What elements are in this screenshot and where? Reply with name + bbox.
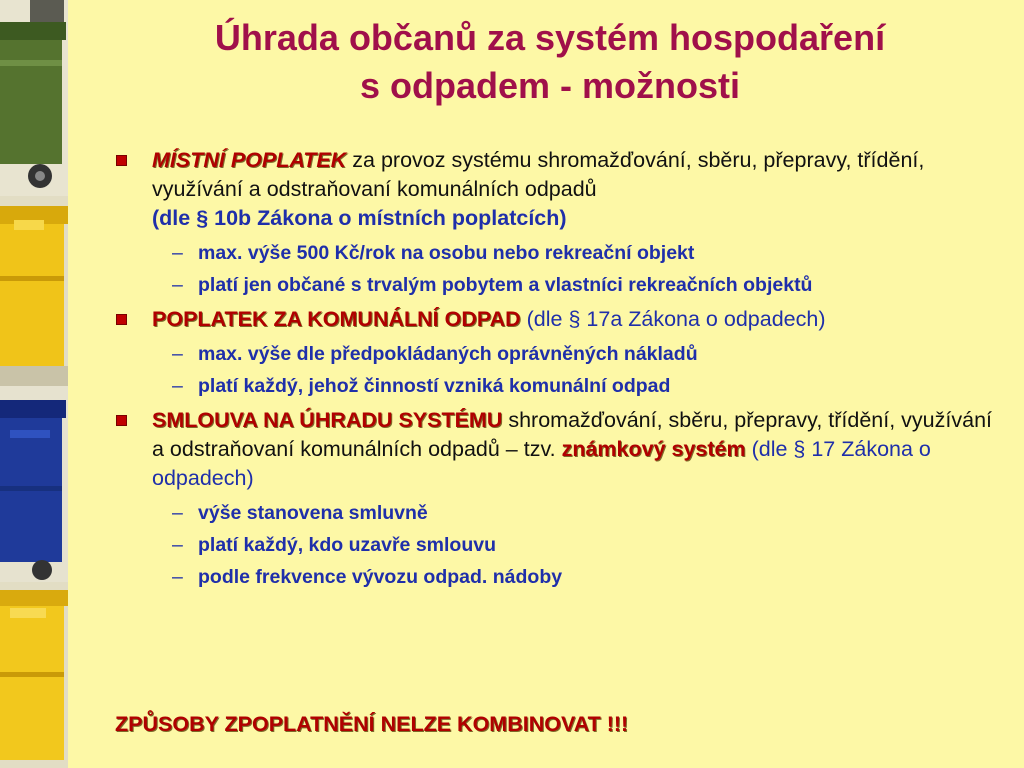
option-description: za provoz systému shromažďování, sběru, přepravy, třídění, využívání a odstraňovaní komunálních odpadů [152,148,925,201]
option-keyword-secondary: známkový systém [561,437,746,461]
blue-bin-image [0,386,68,582]
slide-title [100,14,1000,110]
option-keyword: MÍSTNÍ POPLATEK [152,148,347,172]
sub-bullet-text: max. výše dle předpokládaných oprávněných nákladů [198,343,698,365]
option-keyword: SMLOUVA NA ÚHRADU SYSTÉMU [152,408,503,432]
sub-bullet-item [110,372,1000,400]
dash-bullet-icon: – [172,375,183,397]
square-bullet-icon [116,415,127,426]
square-bullet-icon [116,314,127,325]
dash-bullet-icon: – [172,534,183,556]
legal-reference: (dle § 10b Zákona o místních poplatcích) [152,206,567,230]
dash-bullet-icon: – [172,274,183,296]
sub-bullet-item [110,340,1000,368]
green-bin-image [0,0,68,196]
dash-bullet-icon: – [172,343,183,365]
legal-reference: (dle § 17a Zákona o odpadech) [520,307,826,331]
yellow-bin-image [0,196,68,386]
option-description: shromažďování, sběru, přepravy, třídění, využívání a odstraňovaní komunálních odpadů – tzv. [152,408,992,461]
sub-bullet-item [110,531,1000,559]
sub-bullet-item [110,271,1000,299]
sub-bullet-item [110,499,1000,527]
dash-bullet-icon: – [172,242,183,264]
sub-bullet-text: platí jen občané s trvalým pobytem a vlastníci rekreačních objektů [198,274,813,296]
sub-bullet-item [110,563,1000,591]
sub-bullet-text: výše stanovena smluvně [198,502,428,524]
slide-content [110,146,1000,595]
sub-bullet-text: podle frekvence vývozu odpad. nádoby [198,566,563,588]
footer-warning: ZPŮSOBY ZPOPLATNĚNÍ NELZE KOMBINOVAT !!! [115,712,629,736]
legal-reference: (dle § 17 Zákona o odpadech) [152,437,931,490]
sub-bullet-text: platí každý, kdo uzavře smlouvu [198,534,497,556]
square-bullet-icon [116,155,127,166]
waste-bin-image-strip [0,0,68,768]
sub-bullet-item [110,239,1000,267]
sub-bullet-text: platí každý, jehož činností vzniká komunální odpad [198,375,671,397]
bullet-item [110,406,1000,493]
dash-bullet-icon: – [172,502,183,524]
bullet-item [110,305,1000,334]
dash-bullet-icon: – [172,566,183,588]
slide-title-line-1: Úhrada občanů za systém hospodaření [214,17,886,58]
bullet-item [110,146,1000,233]
sub-bullet-text: max. výše 500 Kč/rok na osobu nebo rekreační objekt [198,242,695,264]
yellow-bin-image [0,582,68,768]
slide-title-line-2: s odpadem - možnosti [359,65,741,106]
option-keyword: POPLATEK ZA KOMUNÁLNÍ ODPAD [152,307,521,331]
